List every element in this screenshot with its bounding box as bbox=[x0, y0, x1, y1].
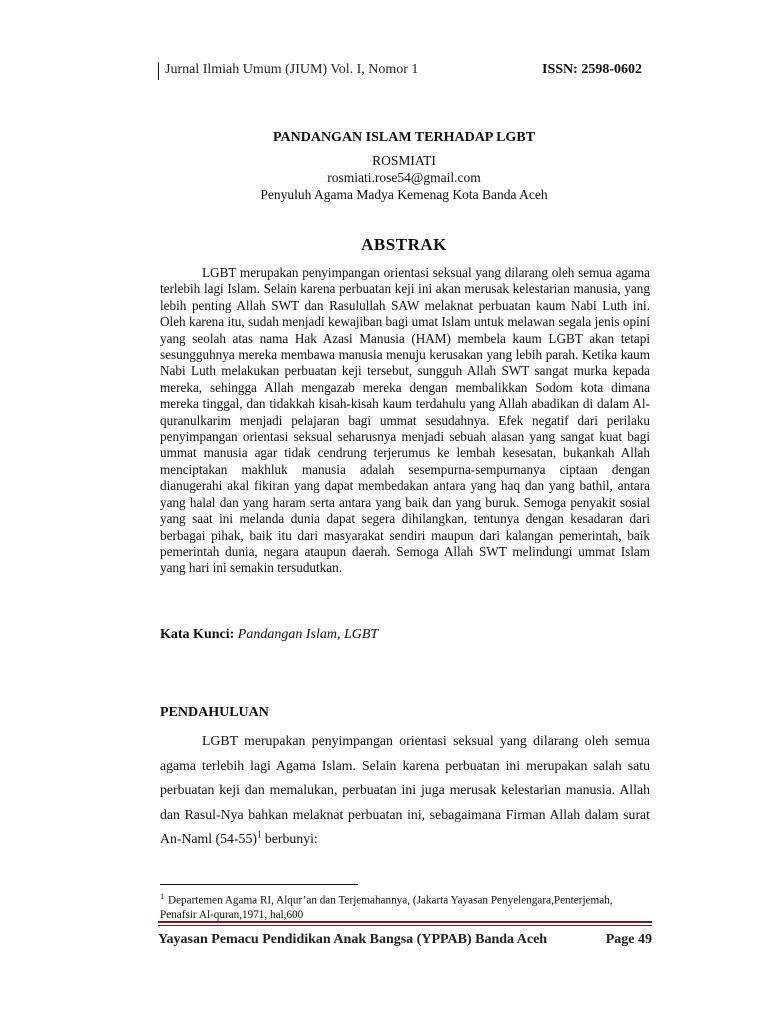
article-title: PANDANGAN ISLAM TERHADAP LGBT bbox=[272, 130, 535, 145]
footnote-text: Departemen Agama RI, Alqur’an dan Terjemahannya, (Jakarta Yayasan Penyelengara,Penterjemah, Penafsir Al-quran,1971, hal,600 bbox=[160, 894, 613, 921]
introduction-text: LGBT merupakan penyimpangan orientasi seksual yang dilarang oleh semua agama terlebih lagi Agama Islam. Selain karena perbuatan ini merupakan salah satu perbuatan keji dan memalukan, perbuatan ini juga merusak kelestarian manusia. Allah dan Rasul-Nya bahkan melaknat perbuatan ini, sebagaimana Firman Allah dalam surat An-Naml (54-55) bbox=[160, 733, 650, 847]
footer-rule-thin bbox=[158, 925, 652, 926]
running-header bbox=[158, 60, 642, 82]
footnote bbox=[160, 890, 652, 922]
abstract-paragraph: LGBT merupakan penyimpangan orientasi seksual yang dilarang oleh semua agama terlebih lagi Islam. Selain karena perbuatan keji ini akan merusak kelestarian manusia, yang lebih penting Allah SWT dan Rasulullah SAW melaknat perbuatan kaum Nabi Luth ini. Oleh karena itu, sudah menjadi kewajiban bagi umat Islam untuk melawan segala jenis opini yang seolah atas nama Hak Azasi Manusia (HAM) membela kaum LGBT akan tetapi sesungguhnya mereka membawa manusia menuju kerusakan yang lebih parah. Ketika kaum Nabi Luth melakukan perbuatan keji tersebut, sungguh Allah SWT sangat murka kepada mereka, sehingga Allah mengazab mereka dengan membalikkan Sodom kota dimana mereka tinggal, dan tidakkah kisah-kisah kaum terdahulu yang Allah abadikan di dalam Al-quranulkarim menjadi pelajaran bagi ummat sesudahnya. Efek negatif dari perilaku penyimpangan orientasi seksual seharusnya menjadi sebuah alasan yang sangat kuat bagi ummat manusia agar tidak cendrung terjerumus ke lembah kesesatan, bukankah Allah menciptakan makhluk manusia adalah sesempurna-sempurnanya ciptaan dengan dianugerahi akal fikiran yang dapat membedakan antara yang haq dan yang bathil, antara yang halal dan yang haram serta antara yang baik dan yang buruk. Semoga penyakit sosial yang saat ini melanda dunia dapat segera dihilangkan, tentunya dengan kesadaran dari berbagai pihak, baik itu dari masyarakat sendiri maupun dari kalangan pemerintah, baik pemerintah dunia, negara ataupun daerah. Semoga Allah SWT melindungi ummat Islam yang hari ini semakin tersudutkan. bbox=[160, 265, 650, 576]
footer-organization: Yayasan Pemacu Pendidikan Anak Bangsa (YPPAB) Banda Aceh bbox=[158, 932, 548, 947]
article-title-block bbox=[120, 129, 688, 203]
keywords-value: Pandangan Islam, LGBT bbox=[237, 627, 379, 642]
author-email: rosmiati.rose54@gmail.com bbox=[327, 170, 481, 185]
issn-label: ISSN: 2598-0602 bbox=[542, 62, 642, 77]
footer-rule-thick bbox=[158, 921, 652, 923]
author-name: ROSMIATI bbox=[372, 153, 436, 168]
keywords-line bbox=[160, 627, 650, 643]
page-number: Page 49 bbox=[605, 932, 652, 947]
author-affiliation: Penyuluh Agama Madya Kemenag Kota Banda Aceh bbox=[260, 187, 548, 202]
introduction-body bbox=[160, 729, 650, 852]
abstract-heading: ABSTRAK bbox=[361, 235, 447, 254]
abstract-body bbox=[160, 265, 650, 577]
footnote-reference[interactable]: 1 bbox=[256, 829, 262, 840]
introduction-heading: PENDAHULUAN bbox=[160, 705, 269, 720]
introduction-text-end: berbunyi: bbox=[261, 831, 318, 847]
footnote-separator bbox=[160, 884, 358, 885]
introduction-paragraph bbox=[160, 729, 650, 852]
header-left-bar bbox=[158, 62, 159, 80]
running-footer bbox=[158, 932, 652, 952]
journal-name: Jurnal Ilmiah Umum (JIUM) Vol. I, Nomor 1 bbox=[165, 62, 419, 77]
keywords-label: Kata Kunci: bbox=[160, 627, 235, 642]
footnote-marker: 1 bbox=[160, 892, 164, 901]
